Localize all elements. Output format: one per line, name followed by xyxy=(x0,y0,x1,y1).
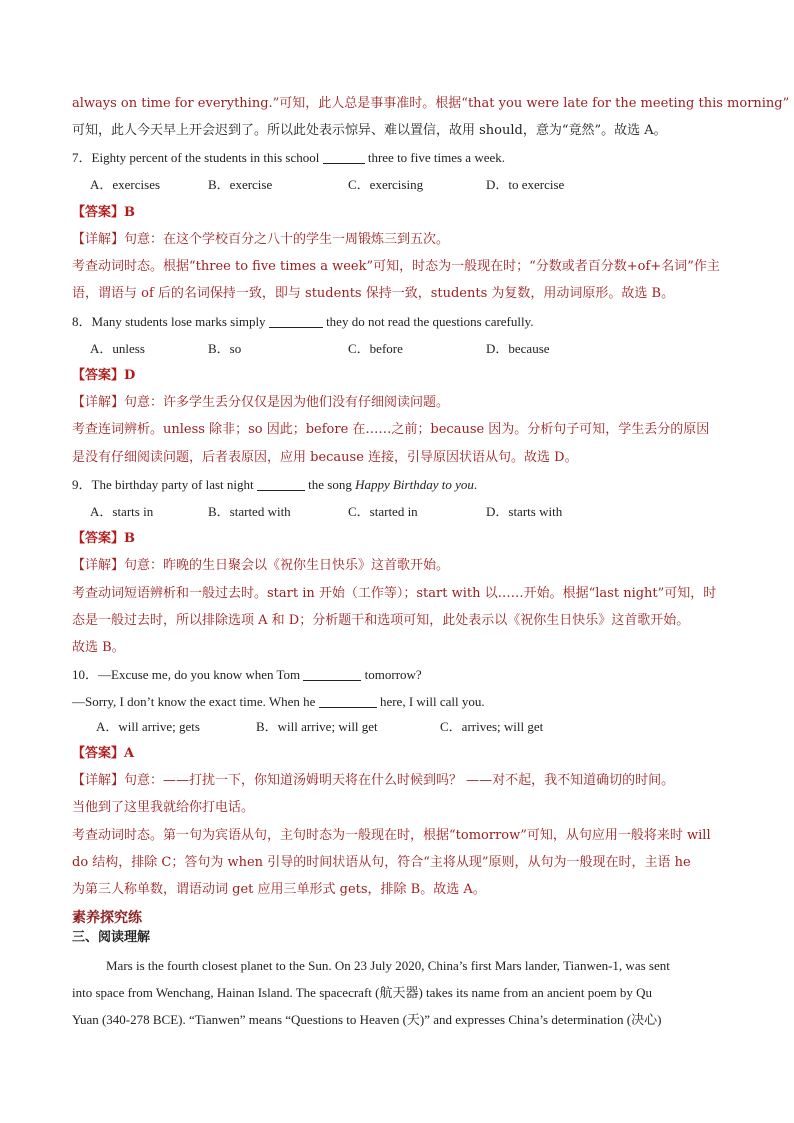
question-number: 9． xyxy=(72,477,92,492)
answer-blank xyxy=(257,478,305,491)
q7-explanation-1: 【详解】句意：在这个学校百分之八十的学生一周锻炼三到五次。 xyxy=(72,232,450,247)
question-10-line-1 xyxy=(72,667,422,683)
question-10-line-2 xyxy=(72,694,485,710)
answer-blank xyxy=(269,315,323,328)
q9-answer: 【答案】B xyxy=(72,531,135,546)
question-text: three to five times a week. xyxy=(364,150,506,165)
question-text: the song xyxy=(304,477,356,492)
q9-option-b: B．started with xyxy=(208,504,291,519)
q10-explanation-5: 为第三人称单数，谓语动词 get 应用三单形式 gets，排除 B。故选 A。 xyxy=(72,882,486,897)
q7-answer: 【答案】B xyxy=(72,205,135,220)
q9-explanation-4: 故选 B。 xyxy=(72,640,125,655)
passage-line-2: into space from Wenchang, Hainan Island. The spacecraft (航天器) takes its name from an ancient poem by Qu xyxy=(72,985,653,1000)
q9-option-a: A．starts in xyxy=(90,504,154,519)
q9-option-c: C．started in xyxy=(348,504,418,519)
q10-option-b: B．will arrive; will get xyxy=(256,719,378,734)
answer-blank xyxy=(319,695,377,708)
q7-option-d: D．to exercise xyxy=(486,177,565,192)
q9-explanation-2: 考查动词短语辨析和一般过去时。start in 开始（工作等）；start with 以……开始。根据“last night”可知，时 xyxy=(72,586,717,601)
song-title: Happy Birthday to you xyxy=(355,477,474,492)
question-number: 7． xyxy=(72,150,92,165)
question-number: 10． xyxy=(72,667,99,682)
q8-answer: 【答案】D xyxy=(72,368,136,383)
period: . xyxy=(473,477,478,492)
intro-line-2: 可知，此人今天早上开会迟到了。所以此处表示惊异、难以置信，故用 should，意为“竟然”。故选 A。 xyxy=(72,123,667,138)
q9-explanation-1: 【详解】句意：昨晚的生日聚会以《祝你生日快乐》这首歌开始。 xyxy=(72,558,450,573)
question-text: Eighty percent of the students in this school xyxy=(91,150,323,165)
q10-answer: 【答案】A xyxy=(72,746,135,761)
passage-line-1: Mars is the fourth closest planet to the Sun. On 23 July 2020, China’s first Mars lander, Tianwen-1, was sent xyxy=(106,958,670,973)
question-8-stem xyxy=(72,314,534,330)
question-text: tomorrow? xyxy=(361,667,422,682)
q8-explanation-3: 是没有仔细阅读问题，后者表原因，应用 because 连接，引导原因状语从句。故选 D。 xyxy=(72,450,578,465)
question-text: here, I will call you. xyxy=(376,694,485,709)
intro-line-1: always on time for everything.”可知，此人总是事事准时。根据“that you were late for the meeting this morning” xyxy=(72,96,790,111)
q7-option-a: A．exercises xyxy=(90,177,161,192)
q10-explanation-2: 当他到了这里我就给你打电话。 xyxy=(72,800,255,815)
q7-explanation-2: 考查动词时态。根据“three to five times a week”可知，时态为一般现在时；“分数或者百分数+of+名词”作主 xyxy=(72,259,720,274)
q8-option-d: D．because xyxy=(486,341,550,356)
question-9-stem xyxy=(72,477,477,493)
q7-option-c: C．exercising xyxy=(348,177,424,192)
passage-line-3: Yuan (340-278 BCE). “Tianwen” means “Questions to Heaven (天)” and expresses China’s determination (决心) xyxy=(72,1012,662,1027)
question-text: they do not read the questions carefully. xyxy=(322,314,534,329)
question-7-stem xyxy=(72,150,505,166)
q8-option-a: A．unless xyxy=(90,341,145,356)
q10-explanation-3: 考查动词时态。第一句为宾语从句，主句时态为一般现在时，根据“tomorrow”可知，从句应用一般将来时 will xyxy=(72,828,711,843)
q8-option-c: C．before xyxy=(348,341,403,356)
section-subtitle: 三、阅读理解 xyxy=(72,930,151,945)
question-text: —Excuse me, do you know when Tom xyxy=(98,667,304,682)
q10-explanation-4: do 结构，排除 C；答句为 when 引导的时间状语从句，符合“主将从现”原则，从句为一般现在时，主语 he xyxy=(72,855,691,870)
q8-explanation-2: 考查连词辨析。unless 除非；so 因此；before 在……之前；because 因为。分析句子可知，学生丢分的原因 xyxy=(72,422,710,437)
question-text: The birthday party of last night xyxy=(91,477,257,492)
q9-option-d: D．starts with xyxy=(486,504,563,519)
q10-option-c: C．arrives; will get xyxy=(440,719,544,734)
answer-blank xyxy=(303,668,361,681)
q7-explanation-3: 语，谓语与 of 后的名词保持一致，即与 students 保持一致，students 为复数，用动词原形。故选 B。 xyxy=(72,286,675,301)
q8-option-b: B．so xyxy=(208,341,242,356)
answer-blank xyxy=(323,151,365,164)
question-number: 8． xyxy=(72,314,92,329)
q10-option-a: A．will arrive; gets xyxy=(96,719,200,734)
q9-explanation-3: 态是一般过去时，所以排除选项 A 和 D；分析题干和选项可知，此处表示以《祝你生日快乐》这首歌开始。 xyxy=(72,613,690,628)
question-text: —Sorry, I don’t know the exact time. When he xyxy=(72,694,319,709)
q8-explanation-1: 【详解】句意：许多学生丢分仅仅是因为他们没有仔细阅读问题。 xyxy=(72,395,450,410)
question-text: Many students lose marks simply xyxy=(91,314,269,329)
section-title: 素养探究练 xyxy=(72,910,142,926)
q10-explanation-1: 【详解】句意：——打扰一下，你知道汤姆明天将在什么时候到吗？ ——对不起，我不知道确切的时间。 xyxy=(72,773,675,788)
q7-option-b: B．exercise xyxy=(208,177,273,192)
